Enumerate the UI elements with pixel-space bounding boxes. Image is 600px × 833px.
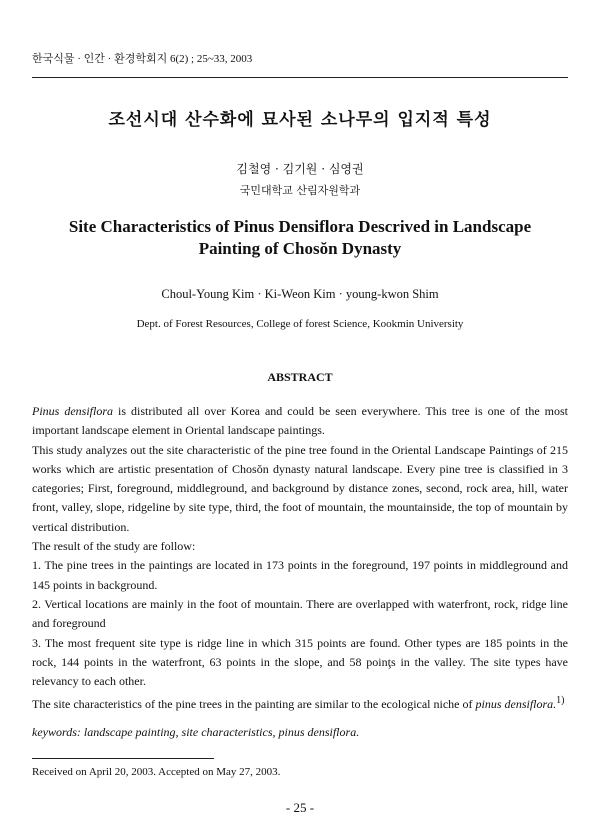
- abstract-text: is distributed all over Korea and could be seen everywhere. This tree is one of the most important landscape element in Oriental landscape paintings.: [32, 404, 568, 438]
- abstract-paragraph-2: This study analyzes out the site characteristic of the pine tree found in the Oriental Landscape Paintings of 215 works which are artistic presentation of Chosŏn dynasty natural landscape. Every pine tree is classified in 3 categories; First, foreground, middleground, and background by distance zones, second, rock area, hill, water front, valley, slope, ridgeline by site type, third, the foot of mountain, the mountainside, the top of mountain by vertical distribution.: [32, 442, 568, 534]
- species-name: pinus densiflora.: [475, 697, 557, 712]
- keywords: keywords: landscape painting, site characteristics, pinus densiflora.: [32, 725, 360, 739]
- english-authors: Choul-Young Kim · Ki-Weon Kim · young-kwon Shim: [161, 287, 439, 301]
- header-rule: [32, 77, 568, 78]
- abstract-paragraph-3: The result of the study are follow:: [32, 539, 196, 554]
- species-name: Pinus densiflora: [32, 404, 114, 418]
- english-affiliation: Dept. of Forest Resources, College of forest Science, Kookmin University: [136, 318, 464, 330]
- english-title: Site Characteristics of Pinus Densiflora Descrived in Landscape Painting of Chosŏn Dynasty: [68, 217, 532, 258]
- korean-authors: 김철영 · 김기원 · 심영권: [236, 162, 364, 176]
- abstract-paragraph-7: [32, 691, 568, 714]
- footnote-rule: [32, 758, 214, 759]
- abstract-text: The site characteristics of the pine trees in the painting are similar to the ecological niche of: [32, 697, 476, 712]
- abstract-paragraph-4: 1. The pine trees in the paintings are located in 173 points in the foreground, 197 points in middleground and 145 points in background.: [32, 558, 568, 592]
- page-number: - 25 -: [285, 800, 315, 815]
- journal-reference: 한국식물 · 인간 · 환경학회지 6(2) ; 25~33, 2003: [32, 53, 253, 65]
- abstract-paragraph-1: [32, 402, 568, 441]
- korean-title: 조선시대 산수화에 묘사된 소나무의 입지적 특성: [108, 110, 492, 130]
- abstract-heading: ABSTRACT: [267, 370, 333, 384]
- korean-affiliation: 국민대학교 산림자원학과: [239, 184, 361, 197]
- abstract-paragraph-5: 2. Vertical locations are mainly in the foot of mountain. There are overlapped with waterfront, rock, ridge line and foreground: [32, 596, 568, 631]
- footnote-marker: 1): [556, 695, 565, 707]
- abstract-paragraph-6: 3. The most frequent site type is ridge line in which 315 points are found. Other types are 185 points in the rock, 144 points in the waterfront, 63 points in the slope, and 58 poinţs in the valley. The site types have relevancy to each other.: [32, 635, 568, 689]
- footnote: Received on April 20, 2003. Accepted on May 27, 2003.: [32, 766, 281, 778]
- abstract-body: [32, 402, 568, 715]
